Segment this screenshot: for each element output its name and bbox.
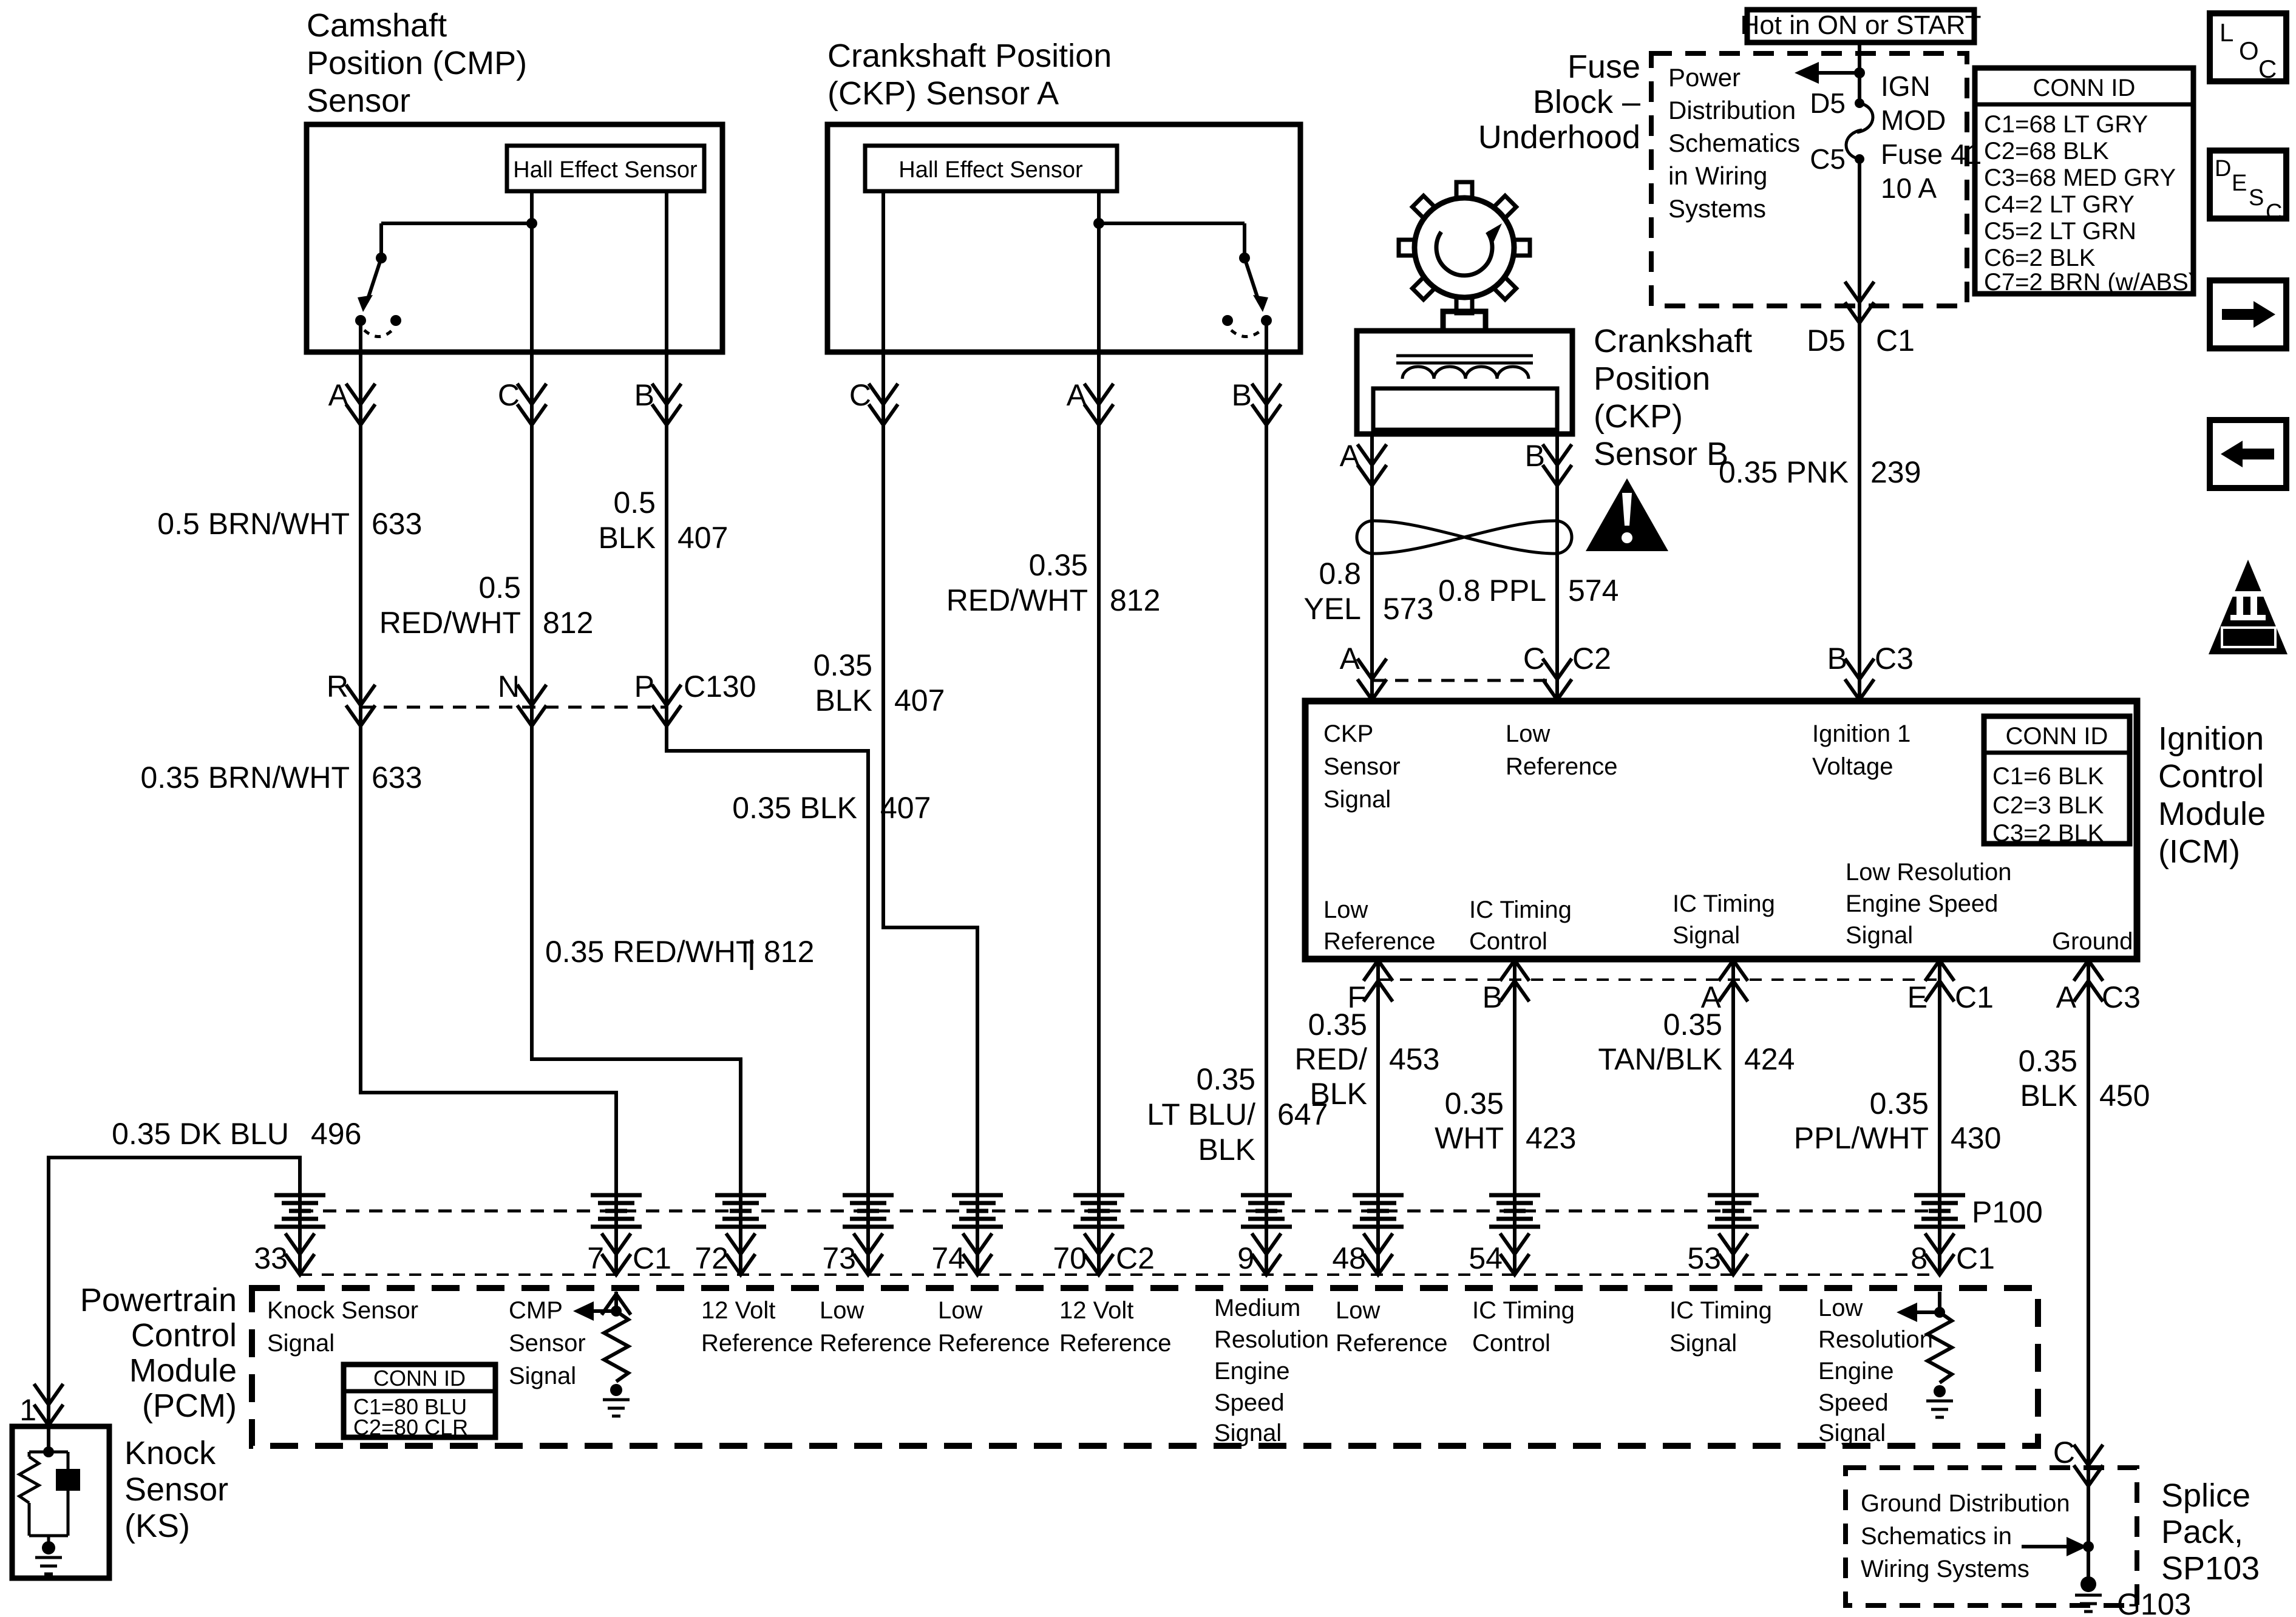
svg-text:430: 430 [1951, 1121, 2002, 1155]
ckpa-title: Crankshaft Position [827, 38, 1112, 74]
svg-text:Schematics in: Schematics in [1861, 1523, 2012, 1550]
wires [49, 159, 2088, 1584]
ckpb-title: Crankshaft [1594, 323, 1753, 359]
icm-module [1305, 701, 2266, 1014]
svg-text:BLK: BLK [1198, 1133, 1255, 1167]
svg-text:574: 574 [1568, 574, 1619, 608]
svg-text:C3=2 BLK: C3=2 BLK [1992, 820, 2104, 847]
svg-text:407: 407 [880, 791, 931, 825]
svg-text:C1=68 LT GRY: C1=68 LT GRY [1984, 111, 2148, 138]
svg-text:0.8: 0.8 [1319, 557, 1361, 591]
sidebar-icons [2209, 13, 2288, 654]
svg-text:Sensor B: Sensor B [1594, 436, 1729, 472]
svg-text:(PCM): (PCM) [142, 1388, 237, 1424]
svg-text:BLK: BLK [2020, 1079, 2077, 1113]
connector-p100 [274, 1195, 2043, 1229]
svg-text:Ground Distribution: Ground Distribution [1861, 1490, 2070, 1517]
pcm-module [80, 1241, 2038, 1446]
svg-text:0.35: 0.35 [1308, 1008, 1367, 1042]
ckp-sensor-a [827, 38, 1300, 352]
svg-text:A: A [1066, 378, 1087, 412]
svg-text:C: C [849, 378, 871, 412]
svg-text:BLK: BLK [598, 521, 656, 555]
svg-text:Signal: Signal [1323, 786, 1391, 813]
next-button[interactable] [2210, 280, 2286, 348]
svg-text:Module: Module [2158, 796, 2266, 832]
svg-text:Position: Position [1594, 361, 1711, 397]
svg-text:C3=68 MED GRY: C3=68 MED GRY [1984, 164, 2176, 191]
svg-text:Ignition 1: Ignition 1 [1812, 720, 1911, 747]
svg-text:Voltage: Voltage [1812, 753, 1894, 780]
svg-text:0.35: 0.35 [1869, 1086, 1929, 1120]
svg-text:A: A [2056, 980, 2076, 1014]
fuse-element [1846, 103, 1873, 159]
svg-text:RED/: RED/ [1294, 1042, 1367, 1076]
ckpa-switch-arrow [1253, 295, 1268, 312]
svg-text:CKP: CKP [1323, 720, 1374, 747]
svg-text:IC Timing: IC Timing [1669, 1297, 1772, 1324]
svg-text:B: B [1231, 378, 1252, 412]
svg-text:D: D [2215, 156, 2232, 181]
svg-text:Fuse 41: Fuse 41 [1881, 138, 1982, 170]
svg-text:0.35: 0.35 [1444, 1086, 1504, 1120]
svg-text:C4=2 LT GRY: C4=2 LT GRY [1984, 191, 2135, 218]
svg-text:C1: C1 [1955, 980, 1994, 1014]
power-feed-arrow [1795, 62, 1819, 84]
svg-text:Signal: Signal [1818, 1420, 1886, 1446]
svg-text:53: 53 [1687, 1241, 1721, 1275]
svg-text:Low: Low [1323, 897, 1368, 923]
svg-text:Wiring Systems: Wiring Systems [1861, 1556, 2029, 1582]
svg-text:73: 73 [822, 1241, 856, 1275]
svg-text:SP103: SP103 [2161, 1550, 2260, 1587]
svg-text:423: 423 [1526, 1121, 1577, 1155]
svg-text:0.5: 0.5 [478, 571, 521, 605]
svg-text:C1: C1 [1956, 1241, 1995, 1275]
c130-pin-p: P [634, 670, 654, 703]
svg-text:E: E [1907, 980, 1927, 1014]
svg-text:0.8 PPL: 0.8 PPL [1438, 574, 1546, 608]
svg-text:S: S [2249, 185, 2264, 211]
svg-text:(CKP) Sensor A: (CKP) Sensor A [827, 75, 1059, 112]
svg-text:Engine: Engine [1214, 1358, 1290, 1385]
svg-text:MOD: MOD [1881, 104, 1946, 136]
back-button[interactable] [2210, 420, 2286, 488]
svg-text:A: A [1700, 980, 1721, 1014]
svg-text:CONN ID: CONN ID [2005, 723, 2108, 750]
svg-text:C3: C3 [1875, 642, 1914, 676]
svg-text:(CKP): (CKP) [1594, 398, 1683, 435]
svg-text:E: E [2232, 171, 2247, 196]
svg-text:O: O [2239, 36, 2259, 65]
pcm-conn-id-table [344, 1364, 495, 1440]
c130-pin-n: N [497, 670, 520, 703]
svg-text:IC Timing: IC Timing [1673, 890, 1775, 917]
wire-633 [361, 352, 616, 1275]
wire-labels [112, 455, 2150, 1167]
svg-text:0.35 PNK: 0.35 PNK [1718, 455, 1849, 489]
svg-text:C6=2 BLK: C6=2 BLK [1984, 245, 2096, 271]
svg-text:C2=68 BLK: C2=68 BLK [1984, 138, 2109, 164]
cmp-title: Camshaft [307, 7, 447, 44]
svg-text:C5=2 LT GRN: C5=2 LT GRN [1984, 218, 2136, 245]
svg-text:Systems: Systems [1668, 194, 1767, 223]
svg-text:Low: Low [1336, 1297, 1381, 1324]
svg-text:Module: Module [129, 1352, 237, 1389]
svg-text:54: 54 [1469, 1241, 1503, 1275]
fuse-conn-id-table [1975, 68, 2196, 296]
svg-text:C: C [2053, 1436, 2075, 1470]
svg-text:Underhood: Underhood [1478, 119, 1640, 155]
svg-text:0.35: 0.35 [2018, 1044, 2077, 1078]
svg-text:Knock: Knock [124, 1435, 216, 1471]
svg-text:IC Timing: IC Timing [1472, 1297, 1575, 1324]
svg-text:0.35 DK BLU: 0.35 DK BLU [112, 1117, 289, 1151]
svg-text:453: 453 [1389, 1042, 1440, 1076]
svg-text:Signal: Signal [1846, 922, 1914, 949]
svg-text:C: C [497, 378, 520, 412]
svg-text:Sensor: Sensor [307, 83, 411, 119]
svg-text:Sensor: Sensor [124, 1471, 229, 1508]
svg-text:A: A [1339, 439, 1360, 473]
svg-text:Sensor: Sensor [1323, 753, 1401, 780]
svg-text:496: 496 [311, 1117, 362, 1151]
svg-text:Medium: Medium [1214, 1295, 1301, 1321]
icm-conn-id-table [1984, 716, 2130, 847]
svg-text:A: A [328, 378, 348, 412]
svg-text:Resolution: Resolution [1818, 1326, 1934, 1353]
reluctor-gear-icon [1399, 182, 1530, 313]
svg-text:48: 48 [1332, 1241, 1366, 1275]
svg-text:C3: C3 [2102, 980, 2141, 1014]
svg-text:10 A: 10 A [1881, 172, 1937, 204]
svg-text:in Wiring: in Wiring [1668, 161, 1768, 190]
svg-text:633: 633 [372, 761, 423, 795]
svg-text:0.5: 0.5 [613, 486, 656, 520]
svg-text:Splice: Splice [2161, 1477, 2251, 1514]
svg-text:(ICM): (ICM) [2158, 833, 2240, 870]
svg-text:C2=3 BLK: C2=3 BLK [1992, 792, 2104, 819]
svg-text:C2=80 CLR: C2=80 CLR [353, 1415, 469, 1440]
svg-text:573: 573 [1383, 592, 1434, 626]
svg-text:CONN ID: CONN ID [2033, 75, 2136, 101]
svg-text:OBD II: OBD II [2224, 628, 2273, 646]
ckpa-hall-label: Hall Effect Sensor [898, 157, 1083, 183]
svg-text:Low: Low [820, 1297, 864, 1324]
svg-text:Control: Control [2158, 758, 2264, 795]
svg-text:Low: Low [1506, 720, 1550, 747]
svg-text:Signal: Signal [267, 1330, 335, 1357]
svg-text:647: 647 [1277, 1097, 1328, 1131]
svg-text:TAN/BLK: TAN/BLK [1598, 1042, 1722, 1076]
svg-text:8: 8 [1911, 1241, 1927, 1275]
desc-button[interactable] [2210, 151, 2286, 225]
svg-text:9: 9 [1237, 1241, 1254, 1275]
svg-text:0.35 RED/WHT: 0.35 RED/WHT [545, 935, 755, 969]
svg-text:RED/WHT: RED/WHT [946, 583, 1088, 617]
svg-text:239: 239 [1870, 455, 1921, 489]
svg-text:CMP: CMP [509, 1297, 563, 1324]
svg-text:BLK: BLK [1309, 1077, 1367, 1111]
svg-text:Control: Control [131, 1317, 237, 1354]
p100-label: P100 [1972, 1195, 2043, 1229]
svg-text:C7=2 BRN (w/ABS): C7=2 BRN (w/ABS) [1984, 269, 2197, 296]
svg-text:70: 70 [1053, 1241, 1087, 1275]
svg-text:Reference: Reference [701, 1330, 813, 1357]
svg-text:Power: Power [1668, 63, 1741, 92]
svg-text:0.35: 0.35 [1196, 1062, 1255, 1096]
svg-text:YEL: YEL [1303, 592, 1361, 626]
svg-text:Knock Sensor: Knock Sensor [267, 1297, 419, 1324]
svg-text:C: C [2258, 55, 2277, 83]
svg-text:F: F [1347, 980, 1366, 1014]
svg-text:B: B [1524, 439, 1545, 473]
svg-text:Engine Speed: Engine Speed [1846, 890, 1999, 917]
svg-text:Low: Low [1818, 1295, 1863, 1321]
svg-text:WHT: WHT [1435, 1121, 1504, 1155]
svg-text:Pack,: Pack, [2161, 1514, 2244, 1550]
svg-text:C2: C2 [1572, 642, 1611, 676]
svg-text:407: 407 [894, 683, 945, 717]
svg-text:C: C [1523, 642, 1545, 676]
svg-text:C2: C2 [1116, 1241, 1155, 1275]
svg-text:812: 812 [764, 935, 815, 969]
svg-text:C1=80 BLU: C1=80 BLU [353, 1394, 467, 1419]
svg-text:Fuse: Fuse [1567, 49, 1640, 85]
svg-text:Resolution: Resolution [1214, 1326, 1330, 1353]
svg-text:A: A [1339, 642, 1360, 676]
svg-text:Reference: Reference [1323, 928, 1436, 955]
svg-text:Reference: Reference [938, 1330, 1050, 1357]
svg-text:Signal: Signal [1673, 922, 1741, 949]
svg-text:RED/WHT: RED/WHT [379, 606, 521, 640]
svg-text:0.35: 0.35 [1028, 548, 1088, 582]
svg-text:0.5 BRN/WHT: 0.5 BRN/WHT [157, 507, 350, 541]
svg-text:Ignition: Ignition [2158, 720, 2264, 757]
svg-text:424: 424 [1744, 1042, 1795, 1076]
svg-text:407: 407 [678, 521, 729, 555]
svg-text:Schematics: Schematics [1668, 129, 1801, 157]
cmp-switch-arrow [358, 295, 373, 312]
svg-text:C1=6 BLK: C1=6 BLK [1992, 763, 2104, 790]
svg-text:1: 1 [19, 1393, 36, 1427]
svg-text:633: 633 [372, 507, 423, 541]
svg-text:Control: Control [1472, 1330, 1550, 1357]
svg-text:Sensor: Sensor [509, 1330, 586, 1357]
svg-text:Speed: Speed [1818, 1389, 1889, 1416]
svg-text:Signal: Signal [509, 1363, 577, 1389]
svg-text:IGN: IGN [1881, 70, 1931, 102]
svg-text:C1: C1 [633, 1241, 671, 1275]
svg-text:Low Resolution: Low Resolution [1846, 859, 2012, 886]
svg-text:Engine: Engine [1818, 1358, 1894, 1385]
loc-button[interactable] [2210, 13, 2286, 83]
c130-label: C130 [684, 670, 756, 703]
svg-text:0.35 BLK: 0.35 BLK [732, 791, 857, 825]
c130-pin-r: R [326, 670, 348, 703]
svg-text:CONN ID: CONN ID [373, 1366, 466, 1391]
svg-text:72: 72 [695, 1241, 729, 1275]
svg-text:B: B [1482, 980, 1503, 1014]
cmp-sensor [307, 7, 722, 352]
svg-text:0.35: 0.35 [813, 648, 872, 682]
ckpb-box [1357, 331, 1572, 434]
pcm-lres-pullup [1897, 1292, 1953, 1417]
svg-text:D5: D5 [1807, 324, 1846, 358]
svg-text:Reference: Reference [820, 1330, 932, 1357]
svg-text:Signal: Signal [1214, 1420, 1282, 1446]
warning-triangle-icon [1586, 478, 1668, 551]
svg-text:B: B [1827, 642, 1847, 676]
svg-text:Block –: Block – [1532, 84, 1640, 120]
svg-text:Reference: Reference [1336, 1330, 1448, 1357]
right-arrow-icon [2222, 301, 2275, 328]
svg-text:Position (CMP): Position (CMP) [307, 45, 528, 81]
svg-text:C: C [2266, 200, 2283, 225]
svg-text:74: 74 [931, 1241, 965, 1275]
svg-text:Reference: Reference [1059, 1330, 1172, 1357]
svg-text:B: B [634, 378, 654, 412]
svg-text:Speed: Speed [1214, 1389, 1285, 1416]
svg-text:Ground: Ground [2052, 928, 2133, 955]
svg-text:PPL/WHT: PPL/WHT [1793, 1121, 1929, 1155]
svg-text:0.35: 0.35 [1663, 1008, 1722, 1042]
svg-text:812: 812 [543, 606, 594, 640]
ckpb-coil [1402, 367, 1529, 379]
svg-text:C5: C5 [1810, 143, 1846, 175]
fuse-block [1478, 10, 2196, 306]
twisted-pair-symbol [1357, 521, 1572, 554]
svg-text:12 Volt: 12 Volt [701, 1297, 776, 1324]
svg-text:C1: C1 [1876, 324, 1915, 358]
svg-text:12 Volt: 12 Volt [1059, 1297, 1134, 1324]
g103-label: G103 [2117, 1587, 2192, 1617]
svg-text:IC Timing: IC Timing [1469, 897, 1572, 923]
splice-pack [1846, 1436, 2260, 1617]
svg-text:D5: D5 [1810, 87, 1846, 119]
svg-text:Powertrain: Powertrain [80, 1282, 237, 1318]
svg-text:7: 7 [587, 1241, 604, 1275]
svg-text:Low: Low [938, 1297, 983, 1324]
svg-text:450: 450 [2099, 1079, 2150, 1113]
svg-text:Distribution: Distribution [1668, 96, 1796, 124]
svg-text:Reference: Reference [1506, 753, 1618, 780]
svg-text:0.35 BRN/WHT: 0.35 BRN/WHT [140, 761, 350, 795]
obd2-icon [2209, 560, 2288, 654]
svg-text:BLK: BLK [815, 683, 872, 717]
svg-text:(KS): (KS) [124, 1508, 190, 1544]
svg-text:L: L [2220, 18, 2234, 47]
svg-text:812: 812 [1110, 583, 1161, 617]
hot-banner-label: Hot in ON or START [1740, 10, 1982, 40]
svg-text:Control: Control [1469, 928, 1547, 955]
svg-text:Signal: Signal [1669, 1330, 1737, 1357]
ckp-sensor-b [1357, 182, 1752, 554]
cmp-hall-label: Hall Effect Sensor [513, 157, 698, 183]
svg-text:33: 33 [254, 1241, 288, 1275]
left-arrow-icon [2221, 441, 2274, 467]
svg-text:LT BLU/: LT BLU/ [1147, 1097, 1255, 1131]
